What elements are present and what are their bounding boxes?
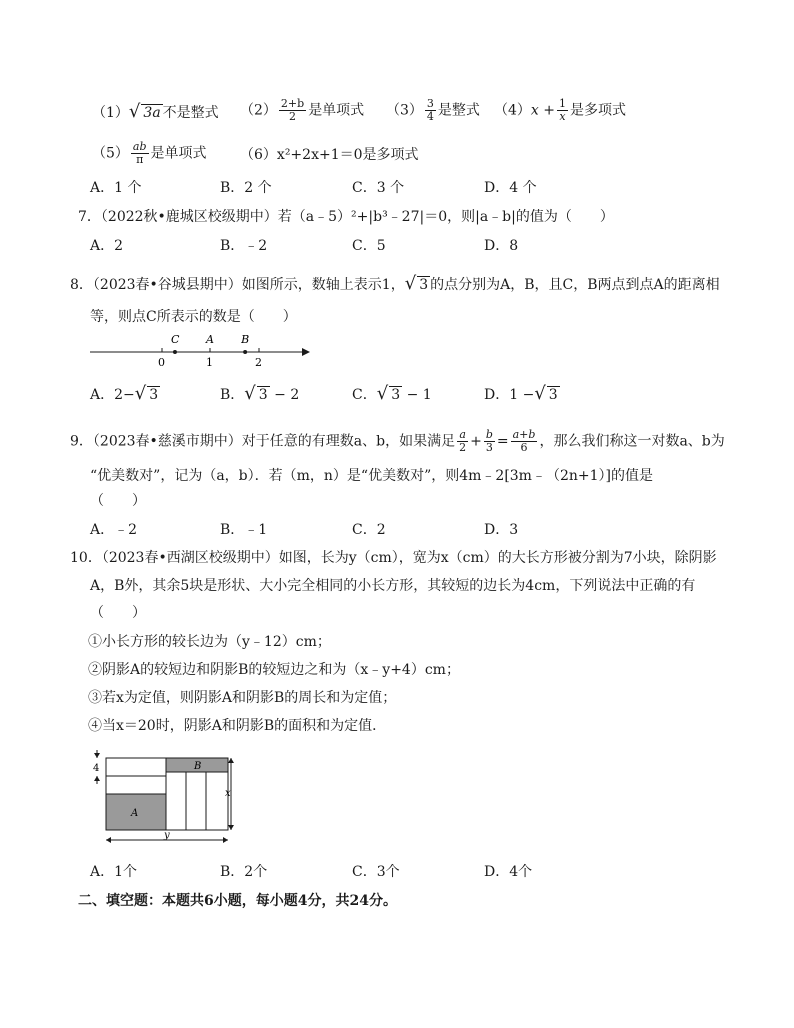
- q6-option-b[interactable]: B．2 个: [220, 180, 272, 196]
- label-b: B: [241, 333, 250, 346]
- q10-stem-line2: A，B外，其余5块是形状、大小完全相同的小长方形，其较短的边长为4cm，下列说法中正确的有: [90, 578, 696, 594]
- tick-label-2: 2: [255, 356, 262, 369]
- label-y: y: [164, 830, 170, 841]
- point-b: [243, 350, 247, 354]
- q9-option-b[interactable]: B．﹣1: [220, 522, 268, 538]
- q8-stem-line1: 8．（2023春•谷城县期中）如图所示，数轴上表示1，√ 3 的点分别为A，B，且C，B两点到点A的距离相: [70, 273, 720, 294]
- q6-option-c[interactable]: C．3 个: [352, 180, 405, 196]
- rectangle-figure: [88, 748, 248, 848]
- tick-label-1: 1: [206, 356, 213, 369]
- label-a: A: [206, 333, 214, 346]
- arrow-head: [106, 837, 111, 843]
- arrow-head: [228, 825, 234, 830]
- q10-statement-3: ③若x为定值，则阴影A和阴影B的周长和为定值；: [88, 690, 397, 706]
- point-c: [173, 350, 177, 354]
- q7-stem: 7．（2022秋•鹿城区校级期中）若（a﹣5）²+|b³﹣27|＝0，则|a﹣b|的值为（ ）: [78, 209, 614, 225]
- q6-item-2: （2） $\frac{2+b}{2}$ 是单项式: [240, 97, 365, 123]
- q8-stem-line2: 等，则点C所表示的数是（ ）: [90, 309, 297, 325]
- number-line-arrow: [302, 348, 310, 356]
- q7-option-a[interactable]: A．2: [90, 238, 124, 254]
- q10-stem-line1: 10．（2023春•西湖区校级期中）如图，长为y（cm），宽为x（cm）的大长方形被分割为7小块，除阴影: [70, 550, 717, 566]
- q6-option-a[interactable]: A．1 个: [90, 180, 142, 196]
- q9-option-d[interactable]: D．3: [484, 522, 519, 538]
- q6-option-d[interactable]: D．4 个: [484, 180, 537, 196]
- q10-stem-line3: （ ）: [90, 605, 146, 621]
- q7-option-c[interactable]: C．5: [352, 238, 386, 254]
- q6-item-5: （5） $\frac{ab}{\pi}$ 是单项式: [92, 140, 207, 166]
- q6-item-6: （6）x²+2x+1＝0是多项式: [240, 147, 419, 163]
- q10-statement-2: ②阴影A的较短边和阴影B的较短边之和为（x﹣y+4）cm；: [88, 662, 460, 678]
- q9-option-a[interactable]: A．﹣2: [90, 522, 138, 538]
- section-heading: 二、填空题：本题共6小题，每小题4分，共24分。: [78, 893, 397, 909]
- q10-option-d[interactable]: D．4个: [484, 864, 533, 880]
- q10-option-b[interactable]: B．2个: [220, 864, 268, 880]
- q9-stem-line1: 9．（2023春•慈溪市期中）对于任意的有理数a、b，如果满足 $\frac{a}{2}$ + $\frac{b}{3}$ = $\frac{a+b}{6}$ ，那么我们称这一对数a、b为: [70, 428, 725, 454]
- arrow-head: [94, 753, 100, 758]
- label-c: C: [170, 333, 180, 346]
- q7-option-d[interactable]: D．8: [484, 238, 519, 254]
- q10-option-a[interactable]: A．1个: [90, 864, 138, 880]
- number-line-figure: [80, 330, 320, 370]
- label-4: 4: [93, 763, 100, 774]
- q6-item-4: （4）x + $\frac{1}{x}$ 是多项式: [494, 97, 626, 123]
- q9-stem-line2: “优美数对”，记为（a，b）．若（m，n）是“优美数对”，则4m﹣2[3m﹣（2n+1）]的值是: [90, 468, 653, 484]
- arrow-head: [94, 776, 100, 781]
- label-x: x: [225, 788, 231, 799]
- q9-stem-line3: （ ）: [90, 493, 146, 509]
- q9-option-c[interactable]: C．2: [352, 522, 386, 538]
- label-b: B: [194, 761, 202, 772]
- q8-option-b[interactable]: B．√ 3 − 2: [220, 383, 300, 404]
- q10-statement-4: ④当x＝20时，阴影A和阴影B的面积和为定值．: [88, 718, 387, 734]
- q6-item-1: （1）√ 3a 不是整式: [92, 101, 219, 122]
- q10-statement-1: ①小长方形的较长边为（y﹣12）cm；: [88, 634, 331, 650]
- q8-option-c[interactable]: C．√ 3 − 1: [352, 383, 432, 404]
- q7-option-b[interactable]: B．﹣2: [220, 238, 268, 254]
- q8-option-d[interactable]: D．1 −√ 3: [484, 383, 558, 404]
- q10-option-c[interactable]: C．3个: [352, 864, 400, 880]
- tick-label-0: 0: [158, 356, 165, 369]
- arrow-head: [223, 837, 228, 843]
- q6-item-3: （3） $\frac{3}{4}$ 是整式: [386, 97, 480, 123]
- q8-option-a[interactable]: A．2−√ 3: [90, 383, 159, 404]
- arrow-head: [228, 758, 234, 763]
- label-a: A: [131, 808, 139, 819]
